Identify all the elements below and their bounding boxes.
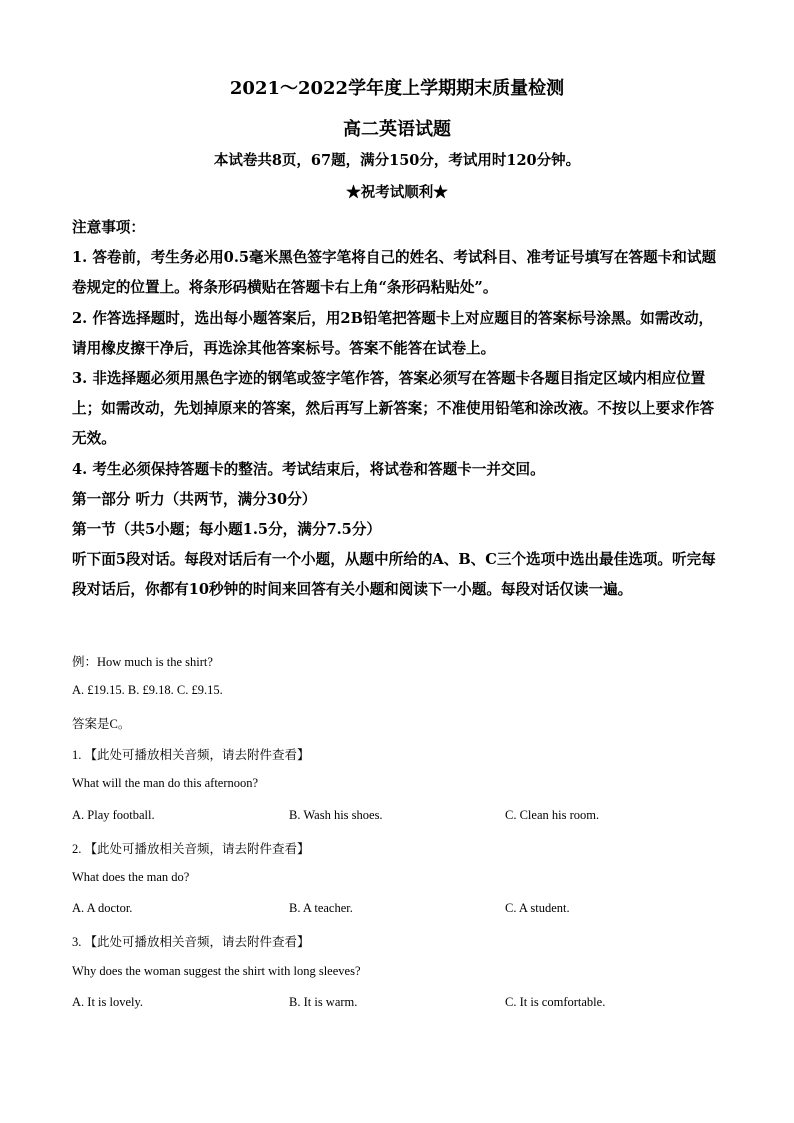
part1-heading: 第一部分 听力（共两节，满分30分） — [72, 490, 317, 508]
q1-audio-placeholder: 1. 【此处可播放相关音频，请去附件查看】 — [72, 748, 310, 762]
q1-option-a: A. Play football. — [72, 808, 155, 822]
q2-text: What does the man do? — [72, 870, 190, 884]
q3-option-c: C. It is comfortable. — [505, 995, 606, 1009]
exam-wish: ★祝考试顺利★ — [346, 184, 448, 201]
q2-option-a: A. A doctor. — [72, 901, 133, 915]
notes-item-1: 1. 答卷前，考生务必用0.5毫米黑色签字笔将自己的姓名、考试科目、准考证号填写在答题卡和试题卷规定的位置上。将条形码横贴在答题卡右上角“条形码粘贴处”。 — [72, 249, 717, 297]
exam-info: 本试卷共8页，67题，满分150分，考试用时120分钟。 — [213, 152, 581, 169]
section1-instructions: 听下面5段对话。每段对话后有一个小题，从题中所给的A、B、C三个选项中选出最佳选项。听完每段对话后，你都有10秒钟的时间来回答有关小题和阅读下一小题。每段对话仅读一遍。 — [72, 551, 716, 599]
notes-item-4: 4. 考生必须保持答题卡的整洁。考试结束后，将试卷和答题卡一并交回。 — [72, 460, 545, 478]
exam-title: 2021～2022学年度上学期期末质量检测 — [229, 78, 565, 99]
q1-option-c: C. Clean his room. — [505, 808, 600, 822]
q3-option-a: A. It is lovely. — [72, 995, 144, 1009]
example-question: 例：How much is the shirt? — [72, 655, 213, 669]
q2-audio-placeholder: 2. 【此处可播放相关音频，请去附件查看】 — [72, 842, 310, 856]
notes-item-2: 2. 作答选择题时，选出每小题答案后，用2B铅笔把答题卡上对应题目的答案标号涂黑。如需改动，请用橡皮擦干净后，再选涂其他答案标号。答案不能答在试卷上。 — [72, 309, 714, 357]
section1-heading: 第一节（共5小题；每小题1.5分，满分7.5分） — [72, 521, 382, 539]
q3-text: Why does the woman suggest the shirt with long sleeves? — [72, 964, 361, 978]
exam-subtitle: 高二英语试题 — [343, 119, 451, 140]
notes-heading: 注意事项： — [72, 219, 145, 236]
q1-option-b: B. Wash his shoes. — [289, 808, 383, 822]
example-answer: 答案是C。 — [72, 717, 131, 731]
notes-section — [72, 213, 724, 606]
q2-option-b: B. A teacher. — [289, 901, 353, 915]
q3-audio-placeholder: 3. 【此处可播放相关音频，请去附件查看】 — [72, 935, 310, 949]
q3-option-b: B. It is warm. — [289, 995, 358, 1009]
example-options: A. £19.15. B. £9.18. C. £9.15. — [72, 683, 223, 697]
notes-item-3: 3. 非选择题必须用黑色字迹的钢笔或签字笔作答，答案必须写在答题卡各题目指定区域内相应位置上；如需改动，先划掉原来的答案，然后再写上新答案；不准使用铅笔和涂改液。不按以上要求作答无效。 — [72, 370, 715, 448]
q1-text: What will the man do this afternoon? — [72, 776, 259, 790]
q2-option-c: C. A student. — [505, 901, 570, 915]
